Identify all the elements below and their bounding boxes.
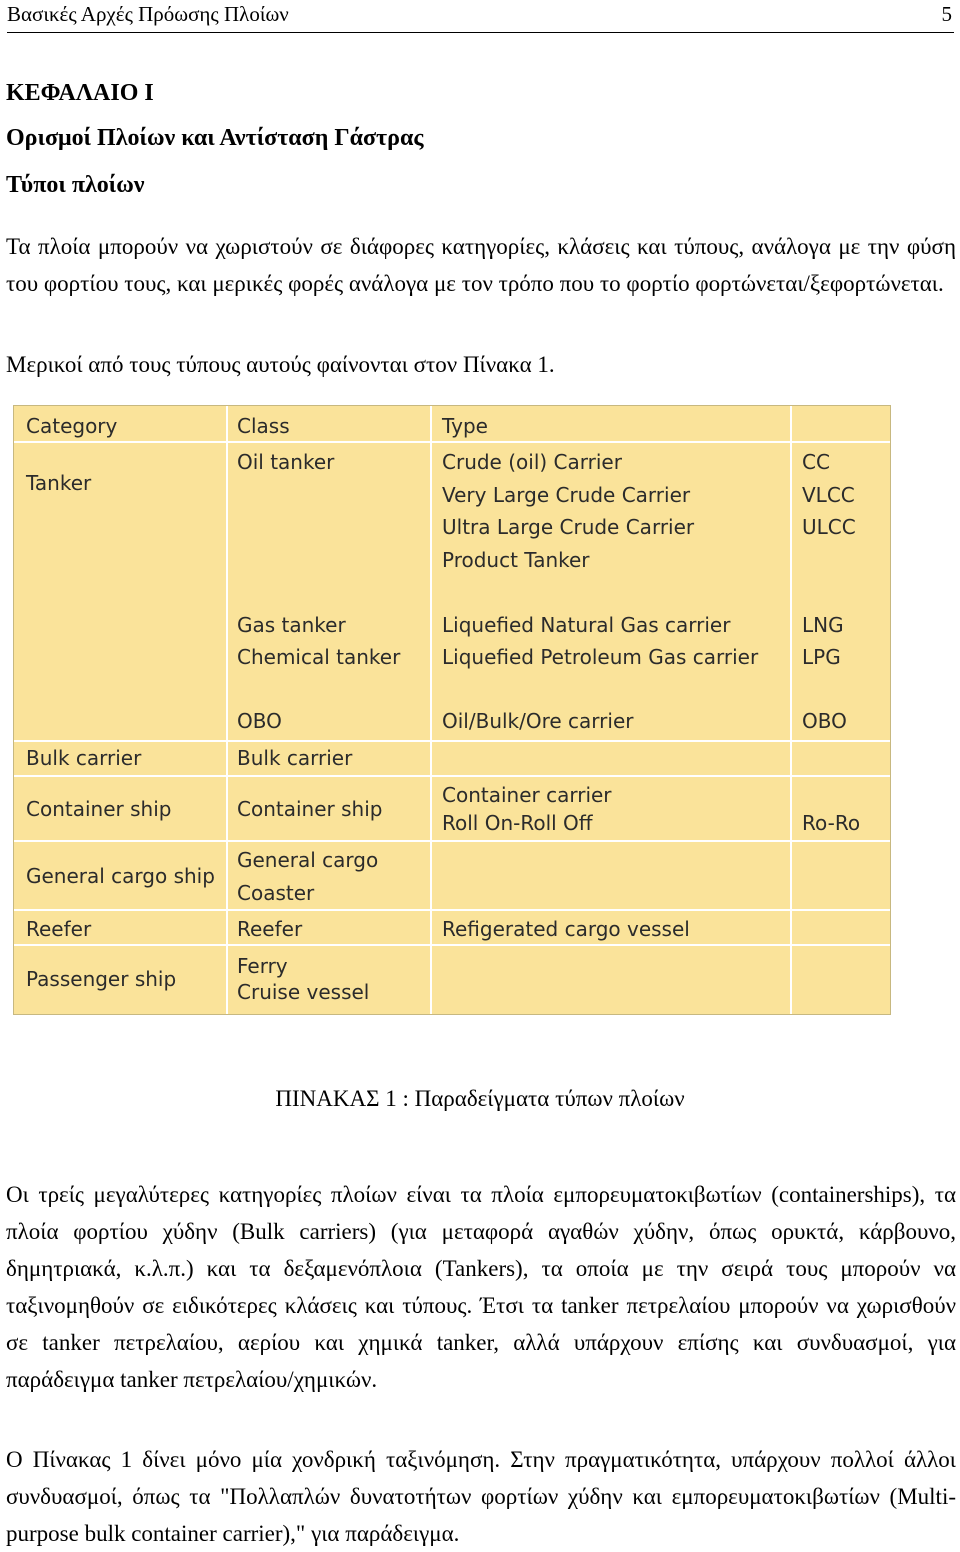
- column-divider: [790, 406, 792, 1014]
- category-general-cargo-ship: General cargo ship: [26, 864, 215, 888]
- type-refrigerated-vessel: Refigerated cargo vessel: [442, 917, 690, 941]
- category-container-ship: Container ship: [26, 797, 172, 821]
- class-obo: OBO: [237, 709, 282, 733]
- type-crude-carrier: Crude (oil) Carrier: [442, 450, 622, 474]
- type-ulcc: Ultra Large Crude Carrier: [442, 515, 695, 539]
- subsection-heading: Τύποι πλοίων: [6, 172, 145, 198]
- table-caption: ΠΙΝΑΚΑΣ 1 : Παραδείγματα τύπων πλοίων: [275, 1086, 685, 1111]
- class-general-cargo: General cargo: [237, 848, 379, 872]
- page-number: 5: [941, 2, 952, 26]
- type-container-carrier: Container carrier: [442, 783, 612, 807]
- categories-paragraph: Οι τρείς μεγαλύτερες κατηγορίες πλοίων είναι τα πλοία εμπορευματοκιβωτίων (containerships), τα πλοία φορτίου χύδην (Bulk carriers) (για μεταφορά αγαθών χύδην, όπως ορυκτά, κάρβουνο, δημητριακά, κ.λ.π.) και τα δεξαμενόπλοια (Tankers), τα οποία με την σειρά τους μπορούν να ταξινομηθούν σε ειδικότερες κλάσεις και τύπους. Έτσι τα tanker πετρελαίου μπορούν να χωρισθούν σε tanker πετρελαίου, αερίου και χημικά tanker, αλλά υπάρχουν επίσης και συνδυασμοί, για παράδειγμα tanker πετρελαίου/χημικών.: [6, 1182, 956, 1392]
- column-divider: [226, 406, 228, 1014]
- table-reference-paragraph: Μερικοί από τους τύπους αυτούς φαίνονται στον Πίνακα 1.: [6, 352, 555, 377]
- class-gas-tanker: Gas tanker: [237, 613, 346, 637]
- category-passenger-ship: Passenger ship: [26, 967, 177, 991]
- header-type: Type: [442, 414, 488, 438]
- category-bulk-carrier: Bulk carrier: [26, 746, 142, 770]
- category-reefer: Reefer: [26, 917, 92, 941]
- class-coaster: Coaster: [237, 881, 315, 905]
- type-roll-on-roll-off: Roll On-Roll Off: [442, 811, 593, 835]
- type-vlcc: Very Large Crude Carrier: [442, 483, 691, 507]
- chapter-heading: ΚΕΦΑΛΑΙΟ Ι: [6, 80, 154, 106]
- class-bulk-carrier: Bulk carrier: [237, 746, 353, 770]
- abbr-obo: OBO: [802, 709, 847, 733]
- category-tanker: Tanker: [26, 471, 92, 495]
- type-product-tanker: Product Tanker: [442, 548, 590, 572]
- abbr-cc: CC: [802, 450, 830, 474]
- intro-paragraph: Τα πλοία μπορούν να χωριστούν σε διάφορες κατηγορίες, κλάσεις και τύπους, ανάλογα με την φύση του φορτίου τους, και μερικές φορές ανάλογα με τον τρόπο που το φορτίο φορτώνεται/ξεφορτώνεται.: [6, 234, 956, 296]
- running-header: [7, 0, 954, 33]
- header-class: Class: [237, 414, 290, 438]
- row-divider: [14, 909, 890, 911]
- class-ferry: Ferry: [237, 954, 288, 978]
- abbr-vlcc: VLCC: [802, 483, 855, 507]
- ship-types-table: [13, 405, 891, 1015]
- section-heading: Ορισμοί Πλοίων και Αντίσταση Γάστρας: [6, 125, 424, 151]
- classification-note-paragraph: Ο Πίνακας 1 δίνει μόνο μία χονδρική ταξινόμηση. Στην πραγματικότητα, υπάρχουν πολλοί άλλοι συνδυασμοί, όπως τα "Πολλαπλών δυνατοτήτων φορτίων χύδην και εμπορευματοκιβωτίων (Multi-purpose bulk container carrier)," για παράδειγμα.: [6, 1447, 956, 1546]
- abbr-ro-ro: Ro-Ro: [802, 811, 861, 835]
- type-lng-carrier: Liquefied Natural Gas carrier: [442, 613, 731, 637]
- abbr-lng: LNG: [802, 613, 844, 637]
- class-container-ship: Container ship: [237, 797, 383, 821]
- type-lpg-carrier: Liquefied Petroleum Gas carrier: [442, 645, 759, 669]
- class-chemical-tanker: Chemical tanker: [237, 645, 401, 669]
- document-title: Βασικές Αρχές Πρόωσης Πλοίων: [7, 2, 289, 26]
- class-oil-tanker: Oil tanker: [237, 450, 335, 474]
- abbr-lpg: LPG: [802, 645, 841, 669]
- header-category: Category: [26, 414, 118, 438]
- row-divider: [14, 775, 890, 777]
- row-divider: [14, 740, 890, 742]
- class-cruise-vessel: Cruise vessel: [237, 980, 370, 1004]
- class-reefer: Reefer: [237, 917, 303, 941]
- column-divider: [430, 406, 432, 1014]
- row-divider: [14, 840, 890, 842]
- abbr-ulcc: ULCC: [802, 515, 856, 539]
- type-obo-carrier: Oil/Bulk/Ore carrier: [442, 709, 634, 733]
